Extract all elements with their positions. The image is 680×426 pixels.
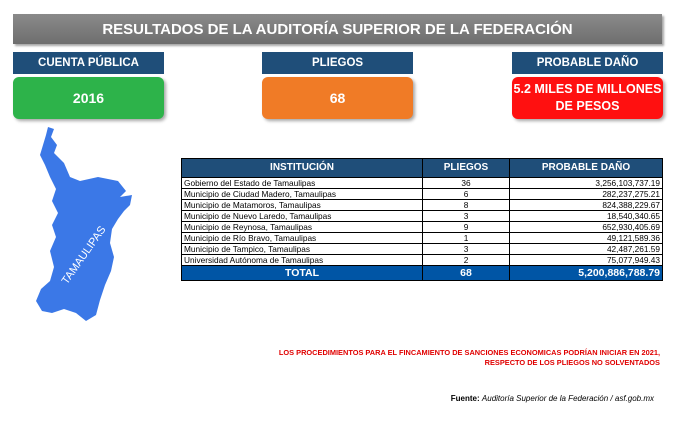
cell-institucion: Municipio de Río Bravo, Tamaulipas	[182, 233, 423, 244]
table-total-row	[182, 266, 663, 281]
card-pliegos	[262, 52, 413, 119]
cell-institucion: Municipio de Ciudad Madero, Tamaulipas	[182, 189, 423, 200]
table-header-row	[182, 159, 663, 178]
report-title-banner: RESULTADOS DE LA AUDITORÍA SUPERIOR DE LA FEDERACIÓN	[13, 14, 662, 44]
table-row	[182, 211, 663, 222]
col-header-institucion: INSTITUCIÓN	[182, 159, 423, 178]
card-label: PROBABLE DAÑO	[512, 52, 663, 74]
card-value: 5.2 MILES DE MILLONES DE PESOS	[512, 77, 663, 119]
cell-pliegos: 8	[423, 200, 510, 211]
source-text: Auditoría Superior de la Federación / asf.gob.mx	[481, 394, 654, 403]
table-row	[182, 178, 663, 189]
cell-pliegos: 2	[423, 255, 510, 266]
table-row	[182, 233, 663, 244]
cell-probable-dano: 824,388,229.67	[510, 200, 663, 211]
map-label: TAMAULIPAS	[59, 224, 109, 287]
cell-institucion: Municipio de Nuevo Laredo, Tamaulipas	[182, 211, 423, 222]
card-label: CUENTA PÚBLICA	[13, 52, 164, 74]
table-row	[182, 255, 663, 266]
procedure-note	[200, 348, 660, 368]
cell-probable-dano: 18,540,340.65	[510, 211, 663, 222]
table-row	[182, 244, 663, 255]
source-citation	[300, 394, 654, 403]
card-cuenta-publica	[13, 52, 164, 119]
cell-pliegos: 1	[423, 233, 510, 244]
total-probable-dano: 5,200,886,788.79	[510, 266, 663, 281]
table-row	[182, 200, 663, 211]
state-shape	[36, 127, 132, 321]
cell-pliegos: 3	[423, 211, 510, 222]
total-pliegos: 68	[423, 266, 510, 281]
col-header-pliegos: PLIEGOS	[423, 159, 510, 178]
tamaulipas-map	[20, 125, 165, 335]
col-header-probable-dano: PROBABLE DAÑO	[510, 159, 663, 178]
audit-results-table	[181, 158, 663, 281]
total-label: TOTAL	[182, 266, 423, 281]
cell-probable-dano: 3,256,103,737.19	[510, 178, 663, 189]
cell-pliegos: 3	[423, 244, 510, 255]
note-line-1: LOS PROCEDIMIENTOS PARA EL FINCAMIENTO DE SANCIONES ECONOMICAS PODRÍAN INICIAR EN 2021,	[278, 348, 660, 357]
cell-institucion: Municipio de Tampico, Tamaulipas	[182, 244, 423, 255]
cell-institucion: Gobierno del Estado de Tamaulipas	[182, 178, 423, 189]
cell-pliegos: 36	[423, 178, 510, 189]
cell-probable-dano: 282,237,275.21	[510, 189, 663, 200]
cell-probable-dano: 49,121,589.36	[510, 233, 663, 244]
cell-probable-dano: 42,487,261.59	[510, 244, 663, 255]
table-row	[182, 189, 663, 200]
cell-institucion: Municipio de Matamoros, Tamaulipas	[182, 200, 423, 211]
cell-institucion: Universidad Autónoma de Tamaulipas	[182, 255, 423, 266]
source-label: Fuente:	[450, 394, 480, 403]
cell-probable-dano: 652,930,405.69	[510, 222, 663, 233]
table-row	[182, 222, 663, 233]
cell-pliegos: 9	[423, 222, 510, 233]
card-probable-dano	[512, 52, 663, 119]
cell-institucion: Municipio de Reynosa, Tamaulipas	[182, 222, 423, 233]
note-line-2: RESPECTO DE LOS PLIEGOS NO SOLVENTADOS	[484, 358, 660, 367]
card-label: PLIEGOS	[262, 52, 413, 74]
cell-probable-dano: 75,077,949.43	[510, 255, 663, 266]
card-value: 2016	[13, 77, 164, 119]
cell-pliegos: 6	[423, 189, 510, 200]
card-value: 68	[262, 77, 413, 119]
